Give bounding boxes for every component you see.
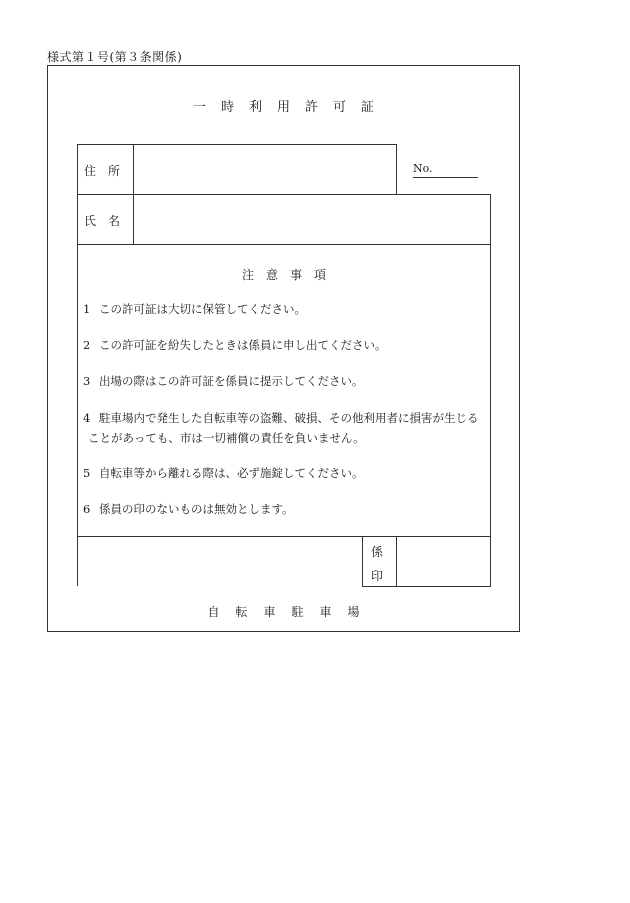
no-label: No.: [413, 162, 433, 175]
table-line-address-right: [396, 144, 397, 194]
no-underline[interactable]: [413, 177, 478, 178]
stamp-label-top: 係: [371, 545, 384, 559]
notice-item-6: 6 係員の印のないものは無効とします。: [83, 502, 294, 516]
table-line-right: [490, 194, 491, 586]
table-line-left: [77, 144, 78, 586]
notice-item-5: 5 自転車等から離れる際は、必ず施錠してください。: [83, 466, 364, 480]
footer-facility-name: 自転車駐車場: [207, 605, 376, 619]
notice-item-1: 1 この許可証は大切に保管してください。: [83, 302, 306, 316]
address-label: 住 所: [84, 164, 121, 178]
table-line-name-bottom: [77, 244, 491, 245]
notice-item-2: 2 この許可証を紛失したときは係員に申し出てください。: [83, 338, 387, 352]
table-line-stamp-bottom: [362, 586, 491, 587]
permit-title: 一時利用許可証: [192, 100, 389, 115]
notice-title: 注意事項: [241, 268, 338, 282]
stamp-label-bottom: 印: [371, 569, 384, 583]
name-field[interactable]: [134, 195, 489, 243]
notice-item-3: 3 出場の際はこの許可証を係員に提示してください。: [83, 374, 364, 388]
address-field[interactable]: [134, 145, 395, 193]
stamp-box[interactable]: [397, 537, 490, 585]
form-number-label: 様式第１号(第３条関係): [47, 50, 183, 64]
name-label: 氏 名: [84, 214, 121, 228]
notice-item-4: 4 駐車場内で発生した自転車等の盗難、破損、その他利用者に損害が生じる: [83, 411, 479, 425]
table-line-stamp-left: [362, 536, 363, 586]
notice-item-4-continued: ことがあっても、市は一切補償の責任を負いません。: [88, 431, 365, 445]
